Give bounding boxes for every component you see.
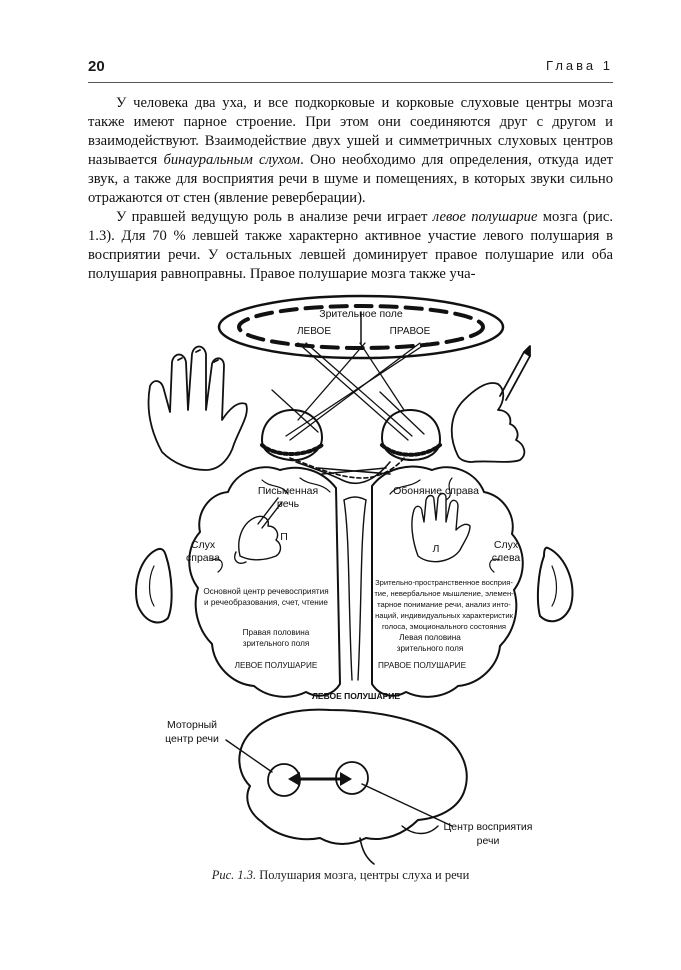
left-function-line2: и речеобразования, счет, чтение xyxy=(204,598,328,607)
visual-field-left-label: ЛЕВОЕ xyxy=(296,326,332,337)
page-number: 20 xyxy=(88,58,105,75)
right-function-line: голоса, эмоционального состояния xyxy=(381,622,507,631)
term-binaural: бинауральным слухом xyxy=(163,152,301,168)
motor-pointer xyxy=(226,740,272,772)
motor-center-line1: Моторный xyxy=(166,719,218,731)
right-function-line: тие, невербальное мышление, элемен- xyxy=(374,589,514,598)
perception-pointer xyxy=(362,784,452,826)
lateral-view-title: ЛЕВОЕ ПОЛУШАРИЕ xyxy=(311,691,401,701)
left-ear xyxy=(136,549,172,623)
right-ear xyxy=(538,548,573,622)
right-hemisphere-name: ПРАВОЕ ПОЛУШАРИЕ xyxy=(377,661,467,670)
right-function-line: тарное понимание речи, анализ инто- xyxy=(377,600,511,609)
left-field-line2: зрительного поля xyxy=(242,639,310,648)
caption-label: Рис. 1.3. xyxy=(211,868,257,882)
hearing-left-line1: Слух xyxy=(493,539,519,551)
figure-caption xyxy=(0,868,681,883)
left-function-line1: Основной центр речевосприятия xyxy=(203,587,329,596)
left-ear-inner xyxy=(150,566,155,606)
right-hand-writing-drawing xyxy=(452,346,530,462)
left-hand-letter: П xyxy=(280,531,288,543)
hearing-right-line1: Слух xyxy=(190,539,216,551)
caption-text: Полушария мозга, центры слуха и речи xyxy=(259,868,470,882)
chapter-title: Глава 1 xyxy=(546,58,613,73)
writing-label-line2: речь xyxy=(276,498,300,510)
visual-field-title: Зрительное поле xyxy=(319,308,403,320)
lateral-brain-outline xyxy=(239,710,466,844)
text-run: У человека два уха, и все подкорковые и корковые слуховые центры мозга также имеют парное строение. При этом они соединяются друг с другом и взаимодействуют. Взаимодействие двух ушей и симметричных слуховых центров называется xyxy=(88,95,613,168)
inner-open-hand xyxy=(412,494,470,562)
left-hemisphere-name: ЛЕВОЕ ПОЛУШАРИЕ xyxy=(234,661,318,670)
perception-center-line2: речи xyxy=(476,835,500,847)
right-function-line: наций, индивидуальных характеристик xyxy=(375,611,513,620)
right-hand-letter: Л xyxy=(432,543,440,555)
right-field-line1: Левая половина xyxy=(399,633,461,642)
inner-writing-hand xyxy=(235,498,282,563)
text-run: мозга (рис. 1.3). Для 70 % левшей также характерно активное участие левого полушария в восприятии речи. У остальных левшей доминирует правое полушарие или оба полушария равноправны. Правое полушарие мозга также уча- xyxy=(88,209,613,282)
writing-label-line1: Письменная xyxy=(257,485,319,497)
smell-right-label: Обоняние справа xyxy=(393,485,479,497)
left-hand-drawing xyxy=(149,347,247,471)
midline xyxy=(344,497,366,680)
right-function-line: Зрительно-пространственное восприя- xyxy=(375,578,513,587)
visual-field-right-label: ПРАВОЕ xyxy=(389,326,431,337)
hearing-left-line2: слева xyxy=(491,552,521,564)
right-ear-inner xyxy=(552,566,557,606)
lateral-brain-cerebellum xyxy=(402,826,438,834)
hearing-right-line2: справа xyxy=(186,552,220,564)
optic-chiasm xyxy=(290,458,404,483)
left-eye xyxy=(262,410,322,460)
text-run: У правшей ведущую роль в анализе речи играет xyxy=(116,209,433,225)
left-field-line1: Правая половина xyxy=(242,628,310,637)
lateral-brain-stem xyxy=(360,838,374,864)
term-left-hemisphere: левое полушарие xyxy=(432,209,538,225)
perception-center-line1: Центр восприятия xyxy=(443,821,533,833)
right-field-line2: зрительного поля xyxy=(396,644,464,653)
motor-center-line2: центр речи xyxy=(165,733,219,745)
text-run: . Оно необходимо для определения, откуда идет звук, а также для восприятия речи в шуме и помещениях, в которых звуки сильно отражаются от стен (явление реверберации). xyxy=(88,152,614,206)
